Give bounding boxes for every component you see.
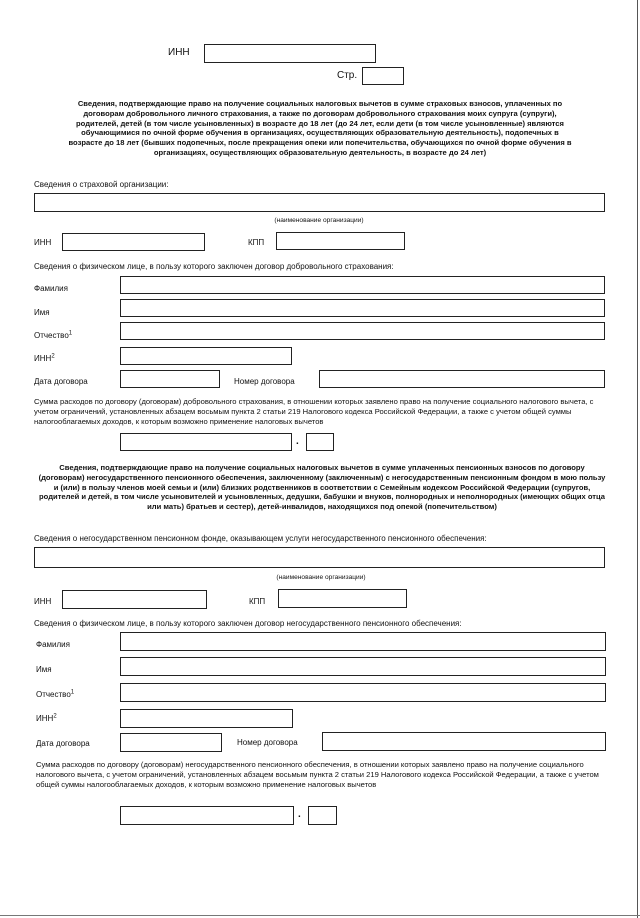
- pension-surname-label: Фамилия: [36, 640, 70, 649]
- insurance-person-inn-label: [34, 354, 55, 364]
- pension-person-inn-label: [36, 714, 57, 724]
- pension-heading: Сведения, подтверждающие право на получение социальных налоговых вычетов в сумме уплаченных пенсионных взносов по договору (договорам) негосударственного пенсионного обеспечения, заключенному (заключенным) с негосударственным пенсионным фондом в мою пользу и (или) в пользу членов моей семьи и (или) близких родственников в соответствии с Семейным кодексом Российской Федерации (супругов, родителей и детей, в том числе усыновителей и усыновленных, дедушки, бабушки и внуков, полнородных и неполнородных (имеющих общих отца или мать) братьев и сестер), детей-инвалидов, находящихся под опекой (попечительством): [38, 463, 606, 512]
- pension-sum-rubles-field[interactable]: [120, 806, 294, 825]
- insurance-heading: Сведения, подтверждающие право на получение социальных налоговых вычетов в сумме страховых взносов, уплаченных по договорам добровольного личного страхования, а также по договорам добровольного страхования моих супруга (супруги), родителей, детей (в том числе усыновленных) в возрасте до 18 лет (до 24 лет, если дети (в том числе усыновленные) являются обучающимися по очной форме обучения в организациях, осуществляющих образовательную деятельность), подопечных в возрасте до 18 лет (бывших подопечных, после прекращения опеки или попечительства, обучающихся по очной форме обучения в организациях, осуществляющих образовательную деятельность, в возрасте до 24 лет): [68, 99, 572, 157]
- insurance-person-inn-field[interactable]: [120, 347, 292, 365]
- insurance-contract-date-label: Дата договора: [34, 377, 88, 386]
- pension-person-inn-text: ИНН: [36, 714, 54, 723]
- insurance-sum-rubles-field[interactable]: [120, 433, 292, 451]
- insurance-surname-label: Фамилия: [34, 284, 68, 293]
- insurance-kpp-field[interactable]: [276, 232, 405, 250]
- pension-inn-field[interactable]: [62, 590, 207, 609]
- scan-edge-bottom: [0, 915, 640, 916]
- pension-person-inn-field[interactable]: [120, 709, 293, 728]
- insurance-kpp-label: КПП: [248, 238, 265, 247]
- pension-name-field[interactable]: [120, 657, 606, 676]
- pension-contract-date-label: Дата договора: [36, 739, 90, 748]
- insurance-sum-decimal-point: .: [296, 436, 299, 447]
- insurance-patronymic-footnote: 1: [68, 330, 73, 337]
- insurance-patronymic-label: [34, 331, 72, 341]
- insurance-inn-field[interactable]: [62, 233, 205, 251]
- pension-sum-kopecks-field[interactable]: [308, 806, 337, 825]
- insurance-inn-label: ИНН: [34, 238, 52, 247]
- pension-patronymic-footnote: 1: [70, 689, 75, 696]
- insurance-person-inn-text: ИНН: [34, 354, 52, 363]
- header-inn-label: ИНН: [168, 47, 190, 58]
- scan-edge-right: [637, 0, 638, 918]
- insurance-patronymic-text: Отчество: [34, 331, 69, 340]
- insurance-person-label: Сведения о физическом лице, в пользу которого заключен договор добровольного страхования:: [34, 262, 394, 271]
- pension-surname-field[interactable]: [120, 632, 606, 651]
- pension-kpp-label: КПП: [249, 597, 266, 606]
- insurance-name-label: Имя: [34, 308, 50, 317]
- insurance-contract-number-field[interactable]: [319, 370, 605, 388]
- insurance-org-name-field[interactable]: [34, 193, 605, 212]
- pension-patronymic-field[interactable]: [120, 683, 606, 702]
- pension-sum-description: Сумма расходов по договору (договорам) негосударственного пенсионного обеспечения, в отношении которых заявлено право на получение социального налогового вычета, с учетом ограничений, установленных абзацем восьмым пункта 2 статьи 219 Налогового кодекса Российской Федерации, а также с учетом общей суммы налогооблагаемых доходов, к которым возможно применение налоговых вычетов: [36, 760, 599, 789]
- insurance-surname-field[interactable]: [120, 276, 605, 294]
- insurance-name-field[interactable]: [120, 299, 605, 317]
- page-number-label: Стр.: [337, 70, 358, 81]
- pension-org-caption: (наименование организации): [276, 574, 366, 581]
- pension-org-name-field[interactable]: [34, 547, 605, 568]
- insurance-contract-date-field[interactable]: [120, 370, 220, 388]
- page-number-field[interactable]: [362, 67, 404, 85]
- pension-person-inn-footnote: 2: [53, 713, 57, 720]
- pension-contract-date-field[interactable]: [120, 733, 222, 752]
- insurance-patronymic-field[interactable]: [120, 322, 605, 340]
- insurance-org-caption: (наименование организации): [274, 217, 364, 224]
- insurance-sum-description: Сумма расходов по договору (договорам) добровольного страхования, в отношении которых заявлено право на получение социального налогового вычета, с учетом ограничений, установленных абзацем восьмым пункта 2 статьи 219 Налогового кодекса Российской Федерации, а также с учетом общей суммы налогооблагаемых доходов, к которым возможно применение налоговых вычетов: [34, 397, 594, 426]
- pension-sum-decimal-point: .: [298, 809, 301, 820]
- header-inn-field[interactable]: [204, 44, 376, 63]
- pension-org-label: Сведения о негосударственном пенсионном фонде, оказывающем услуги негосударственного пенсионного обеспечения:: [34, 534, 487, 543]
- pension-person-label: Сведения о физическом лице, в пользу которого заключен договор негосударственного пенсионного обеспечения:: [34, 619, 462, 628]
- insurance-person-inn-footnote: 2: [51, 353, 55, 360]
- pension-contract-number-field[interactable]: [322, 732, 606, 751]
- pension-inn-label: ИНН: [34, 597, 52, 606]
- insurance-org-label: Сведения о страховой организации:: [34, 180, 169, 189]
- pension-name-label: Имя: [36, 665, 52, 674]
- insurance-sum-kopecks-field[interactable]: [306, 433, 334, 451]
- pension-kpp-field[interactable]: [278, 589, 407, 608]
- pension-patronymic-label: [36, 690, 74, 700]
- pension-patronymic-text: Отчество: [36, 690, 71, 699]
- pension-contract-number-label: Номер договора: [237, 738, 298, 747]
- insurance-contract-number-label: Номер договора: [234, 377, 295, 386]
